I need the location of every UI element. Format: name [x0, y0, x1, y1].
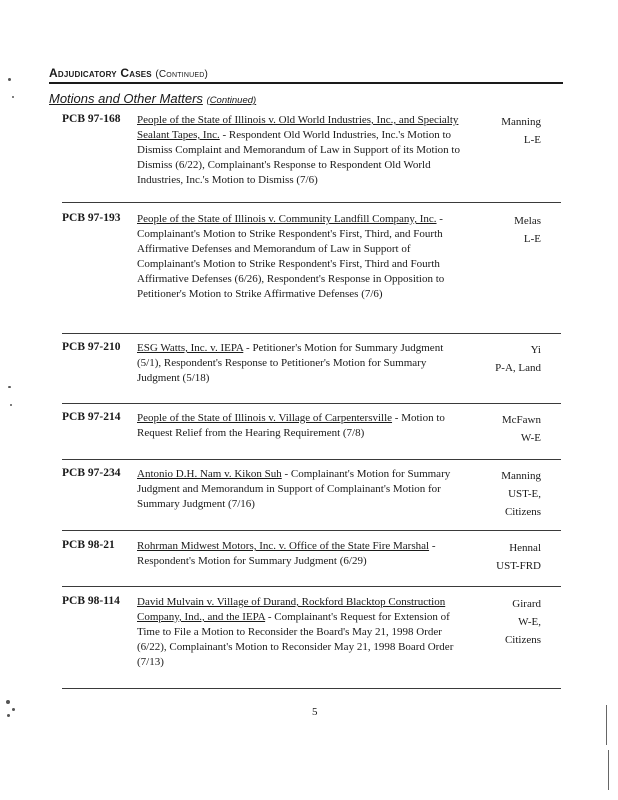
case-description [137, 341, 467, 386]
divider [62, 333, 561, 334]
case-number: PCB 98-21 [62, 539, 115, 551]
staff-name: Hennal [509, 542, 541, 554]
case-number: PCB 97-168 [62, 113, 121, 125]
case-text: - Complainant's Request for Extension of Time to File a Motion to Reconsider the Board's May 21, 1998 Order (6/22), Complainant's Motion to Reconsider May 21, 1998 Board Order (7/13) [137, 611, 454, 668]
case-text: - Complainant's Motion for Summary Judgment and Memorandum in Support of Complainant's Motion for Summary Judgment (7/16) [137, 468, 451, 510]
case-title: People of the State of Illinois v. Old World Industries, Inc., and Specialty Sealant Tapes, Inc. [137, 114, 459, 141]
scan-speck [8, 78, 11, 81]
case-category: UST-FRD [496, 560, 541, 572]
case-staff [461, 467, 541, 521]
case-staff [461, 595, 541, 649]
case-staff [461, 212, 541, 248]
case-title: Antonio D.H. Nam v. Kikon Suh [137, 468, 282, 480]
case-title: Rohrman Midwest Motors, Inc. v. Office of the State Fire Marshal [137, 540, 430, 552]
scan-speck [12, 96, 14, 98]
scan-speck [10, 404, 12, 406]
divider [62, 586, 561, 587]
case-description [137, 411, 467, 441]
case-description [137, 539, 467, 569]
case-category: W-E [520, 432, 541, 444]
scan-speck [12, 708, 15, 711]
case-text: - Respondent Old World Industries, Inc.'s Motion to Dismiss Complaint and Memorandum of Law in Support of its Motion to Dismiss (6/22), Complainant's Response to Respondent Old World Industries, Inc.'s Motion to Dismiss (7/6) [137, 129, 460, 186]
subsection-title: Motions and Other Matters [49, 91, 203, 106]
case-number: PCB 97-210 [62, 341, 121, 353]
scan-speck [6, 700, 10, 704]
case-text: - Complainant's Motion to Strike Respondent's First, Third, and Fourth Affirmative Defenses and Memorandum of Law in Support of Complainant's Motion to Strike Respondent's First, Third and Fourth Affirmative Defenses (6/26), Respondent's Response in Opposition to Petitioner's Motion to Strike Affirmative Defenses (7/6) [137, 213, 445, 300]
staff-name: Yi [530, 344, 541, 356]
section-continued: (Continued) [155, 69, 208, 80]
staff-name: Melas [514, 215, 541, 227]
case-category: L-E [523, 134, 541, 146]
case-text: - Respondent's Motion for Summary Judgment (6/29) [137, 540, 436, 567]
case-number: PCB 97-193 [62, 212, 121, 224]
scan-edge-mark [606, 705, 607, 745]
scan-speck [8, 386, 11, 388]
case-description [137, 113, 467, 188]
case-number: PCB 98-114 [62, 595, 120, 607]
case-text: - Motion to Request Relief from the Hearing Requirement (7/8) [137, 412, 445, 439]
case-category-secondary: Citizens [504, 634, 541, 646]
case-title: ESG Watts, Inc. v. IEPA [137, 342, 244, 354]
case-category-secondary: Citizens [504, 506, 541, 518]
divider [62, 530, 561, 531]
divider [62, 459, 561, 460]
subsection-header [49, 91, 256, 106]
scan-edge-mark [608, 750, 609, 790]
section-title: Adjudicatory Cases [49, 66, 152, 80]
staff-name: McFawn [501, 414, 541, 426]
case-description [137, 595, 467, 670]
case-staff [461, 113, 541, 149]
case-description [137, 467, 467, 512]
case-staff [461, 341, 541, 377]
case-category: W-E, [518, 616, 541, 628]
case-number: PCB 97-214 [62, 411, 121, 423]
scan-speck [7, 714, 10, 717]
section-header [49, 66, 208, 80]
divider [62, 403, 561, 404]
page-number: 5 [312, 706, 318, 718]
case-category: P-A, Land [495, 362, 541, 374]
staff-name: Manning [501, 116, 541, 128]
case-description [137, 212, 467, 302]
case-text: - Petitioner's Motion for Summary Judgment (5/1), Respondent's Response to Petitioner's Motion for Summary Judgment (5/18) [137, 342, 444, 384]
case-title: People of the State of Illinois v. Village of Carpentersville [137, 412, 393, 424]
header-rule [49, 82, 563, 84]
staff-name: Manning [501, 470, 541, 482]
case-title: David Mulvain v. Village of Durand, Rockford Blacktop Construction Company, Ind., and the IEPA [137, 596, 446, 623]
case-staff [461, 539, 541, 575]
case-title: People of the State of Illinois v. Community Landfill Company, Inc. [137, 213, 437, 225]
divider [62, 202, 561, 203]
case-number: PCB 97-234 [62, 467, 121, 479]
subsection-continued: (Continued) [206, 95, 257, 106]
case-staff [461, 411, 541, 447]
staff-name: Girard [512, 598, 541, 610]
case-category: L-E [523, 233, 541, 245]
divider [62, 688, 561, 689]
case-category: UST-E, [508, 488, 541, 500]
